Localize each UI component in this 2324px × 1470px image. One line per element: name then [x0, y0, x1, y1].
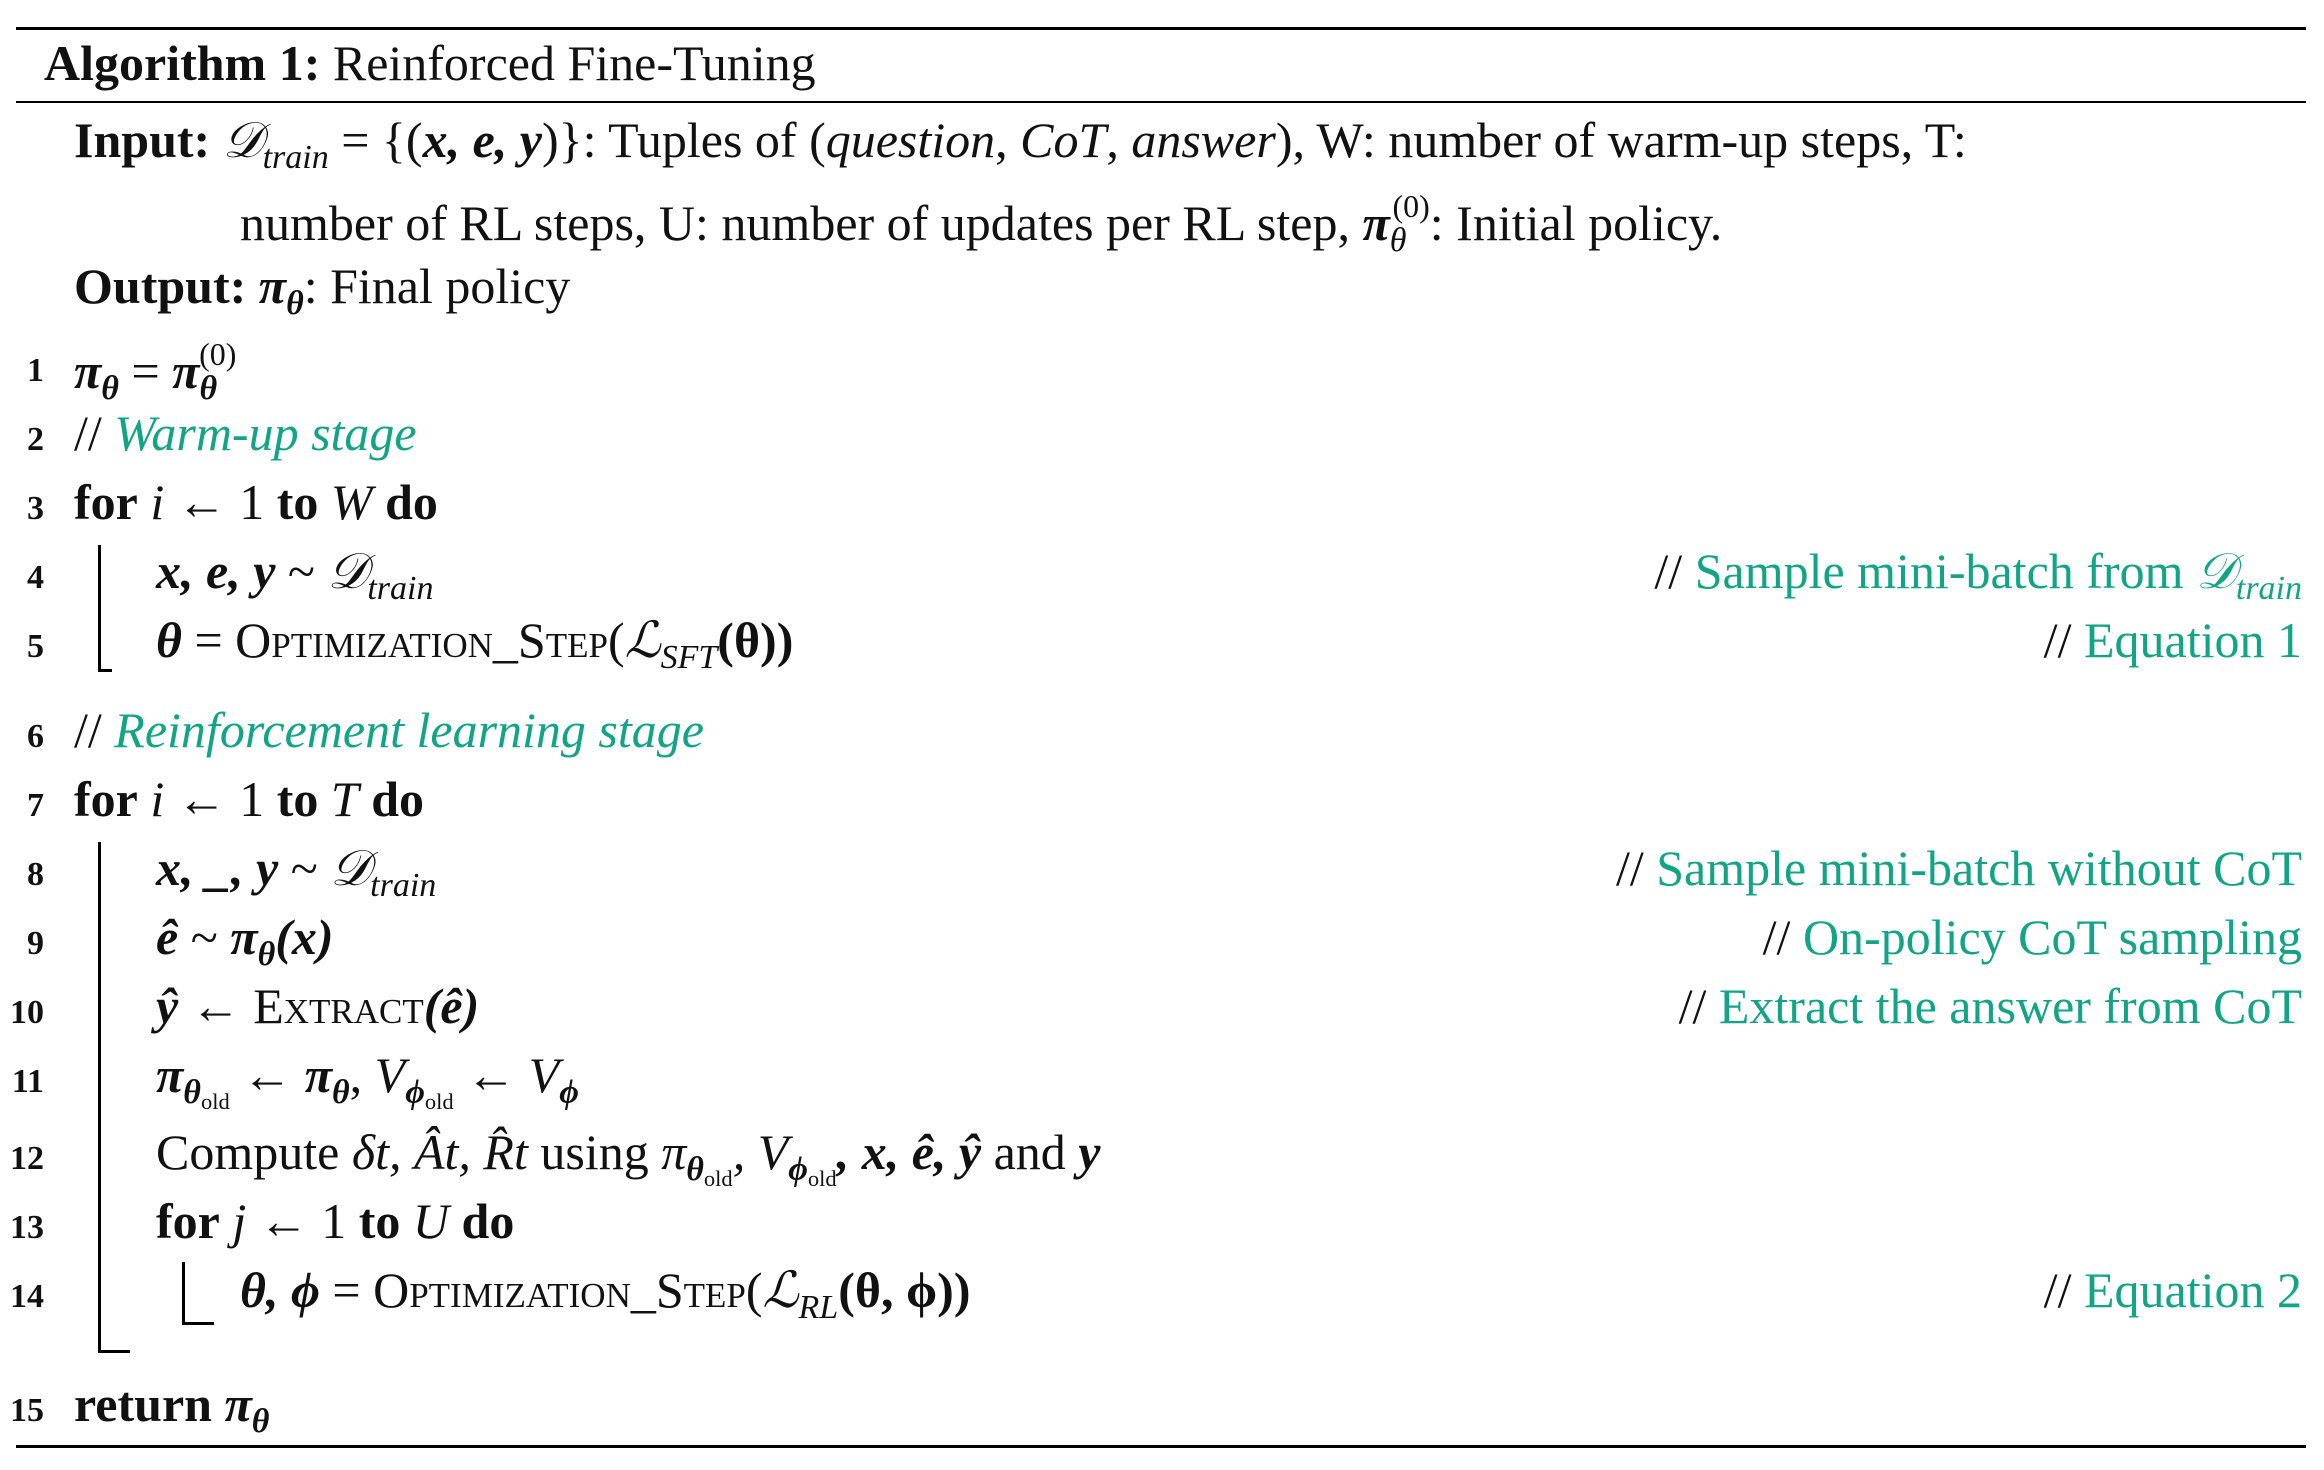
phi-sub: ϕ [405, 1073, 425, 1111]
output-line [74, 258, 571, 322]
theta-sub: θ [1389, 221, 1407, 259]
loop-bracket [98, 842, 101, 1352]
output-pi: π [258, 258, 287, 314]
and-text: and [981, 1124, 1079, 1180]
line-number: 9 [27, 925, 44, 962]
output-desc: : Final policy [303, 258, 571, 314]
code-line-9 [156, 909, 334, 973]
paren: ( [745, 1262, 763, 1318]
answer-word: answer [1131, 112, 1276, 168]
loss-symbol: ℒ [624, 611, 661, 669]
sample-comment: Sample mini-batch from [1694, 543, 2196, 599]
dataset-symbol: 𝒟 [330, 839, 371, 897]
comment-prefix: // [1654, 543, 1695, 599]
dataset-symbol: 𝒟 [2195, 542, 2236, 600]
pi-symbol: π [304, 1047, 333, 1103]
line-number: 2 [27, 421, 44, 458]
input-line-2 [240, 190, 1722, 258]
code-line-10 [156, 978, 480, 1034]
value-fn: , V [732, 1124, 789, 1180]
input-line2-text: number of RL steps, U: number of updates per RL step, [240, 195, 1363, 252]
pi-symbol: π [156, 1047, 184, 1103]
code-line-5 [156, 611, 794, 676]
comment-prefix: // [1762, 909, 1803, 965]
output-label: Output: [74, 258, 247, 314]
code-line-14 [240, 1261, 971, 1326]
sampling-comment: On-policy CoT sampling [1802, 909, 2302, 965]
arrow: ← 1 [164, 474, 277, 530]
equation-ref: Equation 2 [2083, 1262, 2302, 1318]
equation-ref: Equation 1 [2083, 612, 2302, 668]
rl-comment: Reinforcement learning stage [114, 702, 704, 758]
output-theta: θ [286, 284, 304, 322]
code-line-11 [156, 1047, 579, 1114]
eq: = [118, 343, 173, 400]
theta-sub: θ [332, 1073, 350, 1111]
params: θ, ϕ [240, 1262, 320, 1318]
pi-symbol: π [1362, 195, 1390, 252]
pi-symbol: π [172, 343, 200, 400]
loop-bracket-end [98, 669, 112, 672]
old-sub: old [807, 1165, 837, 1191]
do-keyword: do [385, 474, 438, 530]
old-sub: old [424, 1088, 454, 1114]
comment-prefix: // [1678, 978, 1719, 1034]
theta-sub: θ [183, 1073, 201, 1111]
old-sub: old [200, 1088, 230, 1114]
comment-prefix: // [2043, 1262, 2084, 1318]
extract-arg: (ê) [423, 978, 480, 1034]
sim: ~ [275, 543, 328, 599]
to-keyword: to [358, 1193, 401, 1249]
loss-arg: (θ)) [717, 612, 794, 668]
loop-var: i [150, 474, 165, 530]
comment-line-4 [1654, 542, 2302, 607]
warmup-comment: Warm-up stage [114, 405, 417, 461]
compute-vars: , x, ê, ŷ [836, 1124, 982, 1180]
code-line-2 [74, 405, 417, 461]
theta-sub: θ [199, 369, 218, 407]
loop-limit: T [330, 771, 359, 827]
optimization-step-fn: Optimization_Step [235, 612, 608, 668]
dataset-symbol: 𝒟 [327, 542, 368, 600]
dataset-sub: train [370, 866, 437, 904]
comment-prefix: // [74, 702, 115, 758]
line-number: 10 [10, 994, 44, 1031]
using-text: using [527, 1124, 662, 1180]
comment-line-10 [1678, 978, 2302, 1034]
sim: ~ [178, 909, 231, 965]
paren: ( [607, 612, 625, 668]
init-sup: (0) [199, 336, 237, 372]
dataset-symbol: 𝒟 [222, 111, 263, 169]
line-number: 7 [27, 787, 44, 824]
do-keyword: do [371, 771, 425, 827]
algorithm-title: Reinforced Fine-Tuning [332, 35, 816, 91]
line-number: 5 [27, 628, 44, 665]
question-word: question [825, 112, 996, 168]
sample-comment: Sample mini-batch without CoT [1656, 840, 2302, 896]
input-eq: = {( [328, 112, 423, 168]
init-desc: : Initial policy. [1429, 195, 1723, 252]
code-line-15 [74, 1376, 270, 1440]
algorithm-label: Algorithm 1: [44, 35, 321, 91]
input-line-1: Input: 𝒟$_{train}$ = {(x, e, y)}: Tuples of (question, CoT, answer), W: number of warm-up steps, T: [74, 111, 1967, 176]
to-keyword: to [276, 474, 319, 530]
theta-sub: θ [101, 369, 119, 407]
code-line-7 [74, 771, 425, 827]
tuple-vars: x, e, y [422, 112, 542, 168]
line-number: 6 [27, 718, 44, 755]
theta-sub: θ [257, 935, 276, 973]
line-number: 15 [10, 1392, 44, 1429]
do-keyword: do [461, 1193, 515, 1249]
header-rule [16, 101, 2306, 103]
dataset-sub: train [262, 138, 329, 176]
top-rule [16, 27, 2306, 30]
loop-bracket-end [98, 1350, 130, 1353]
line-number: 1 [27, 352, 44, 389]
theta: θ [156, 612, 182, 668]
algorithm-header [44, 35, 816, 91]
code-line-13 [156, 1193, 515, 1249]
code-line-1 [74, 338, 236, 406]
loop-var: i [150, 771, 165, 827]
comment-prefix: // [1615, 840, 1657, 896]
code-line-4 [156, 542, 434, 607]
line-number: 12 [10, 1140, 44, 1177]
pi-symbol: π [74, 343, 102, 400]
code-line-8 [156, 839, 437, 904]
loop-limit: U [412, 1193, 450, 1249]
loop-bracket [98, 545, 101, 671]
arrow: ← 1 [246, 1193, 359, 1249]
to-keyword: to [276, 771, 319, 827]
optimization-step-fn: Optimization_Step [373, 1262, 746, 1318]
input-label: Input: [74, 112, 211, 168]
for-keyword: for [156, 1193, 220, 1249]
loop-limit: W [330, 474, 373, 530]
loop-bracket [182, 1262, 185, 1324]
dataset-sub: train [367, 569, 434, 607]
extract-fn: Extract [253, 978, 424, 1034]
arrow: ← [453, 1047, 529, 1103]
init-sup: (0) [1392, 188, 1430, 224]
policy-arg: (x) [275, 909, 334, 965]
compute-text: Compute [156, 1124, 352, 1180]
arrow: ← [178, 978, 254, 1034]
line-number: 14 [10, 1278, 44, 1315]
comment-prefix: // [2043, 612, 2084, 668]
return-keyword: return [74, 1376, 212, 1432]
comment-line-8 [1615, 840, 2302, 896]
value-fn: V [528, 1047, 560, 1103]
line-number: 3 [27, 490, 44, 527]
sep: , [349, 1047, 375, 1103]
line-number: 4 [27, 559, 44, 596]
old-sub: old [703, 1165, 733, 1191]
comment-line-14 [2043, 1262, 2302, 1318]
bottom-rule [16, 1445, 2306, 1448]
arrow: ← 1 [164, 771, 277, 827]
comment-line-9 [1762, 909, 2302, 965]
for-keyword: for [74, 474, 138, 530]
tuple-close: )}: Tuples of ( [541, 112, 826, 168]
dataset-sub: train [2235, 569, 2302, 607]
advantage-terms: δt, Ât, R̂t [351, 1124, 528, 1180]
y-hat: ŷ [156, 978, 179, 1034]
phi-sub: ϕ [559, 1073, 579, 1111]
arrow: ← [229, 1047, 305, 1103]
code-line-3 [74, 474, 438, 530]
sim: ~ [278, 840, 331, 896]
eq: = [181, 612, 236, 668]
theta-sub: θ [251, 1402, 270, 1440]
e-hat: ê [156, 909, 179, 965]
line-number: 13 [10, 1209, 44, 1246]
comment-prefix: // [74, 405, 115, 461]
extract-comment: Extract the answer from CoT [1718, 978, 2302, 1034]
pi-symbol: π [224, 1376, 252, 1432]
line-number: 11 [11, 1063, 44, 1100]
for-keyword: for [74, 771, 138, 827]
theta-sub: θ [686, 1150, 704, 1188]
pi-symbol: π [230, 909, 258, 965]
w-desc: ), W: number of warm-up steps, T: [1275, 112, 1967, 168]
value-fn: V [374, 1047, 406, 1103]
comment-line-5 [2043, 612, 2302, 668]
code-line-6 [74, 702, 704, 758]
y-var: y [1078, 1124, 1101, 1180]
loop-var: j [232, 1193, 247, 1249]
eq: = [319, 1262, 374, 1318]
code-line-12 [156, 1124, 1101, 1191]
loop-bracket-end [182, 1322, 214, 1325]
sample-vars: x, e, y [156, 543, 276, 599]
sample-vars: x, _, y [156, 840, 279, 896]
phi-sub: ϕ [788, 1150, 808, 1188]
loss-sub: SFT [660, 638, 718, 676]
loss-arg: (θ, ϕ)) [838, 1262, 971, 1318]
loss-sub: RL [798, 1288, 839, 1326]
line-number: 8 [27, 856, 44, 893]
cot-word: CoT [1020, 112, 1107, 168]
pi-symbol: π [661, 1124, 687, 1180]
loss-symbol: ℒ [762, 1261, 799, 1319]
